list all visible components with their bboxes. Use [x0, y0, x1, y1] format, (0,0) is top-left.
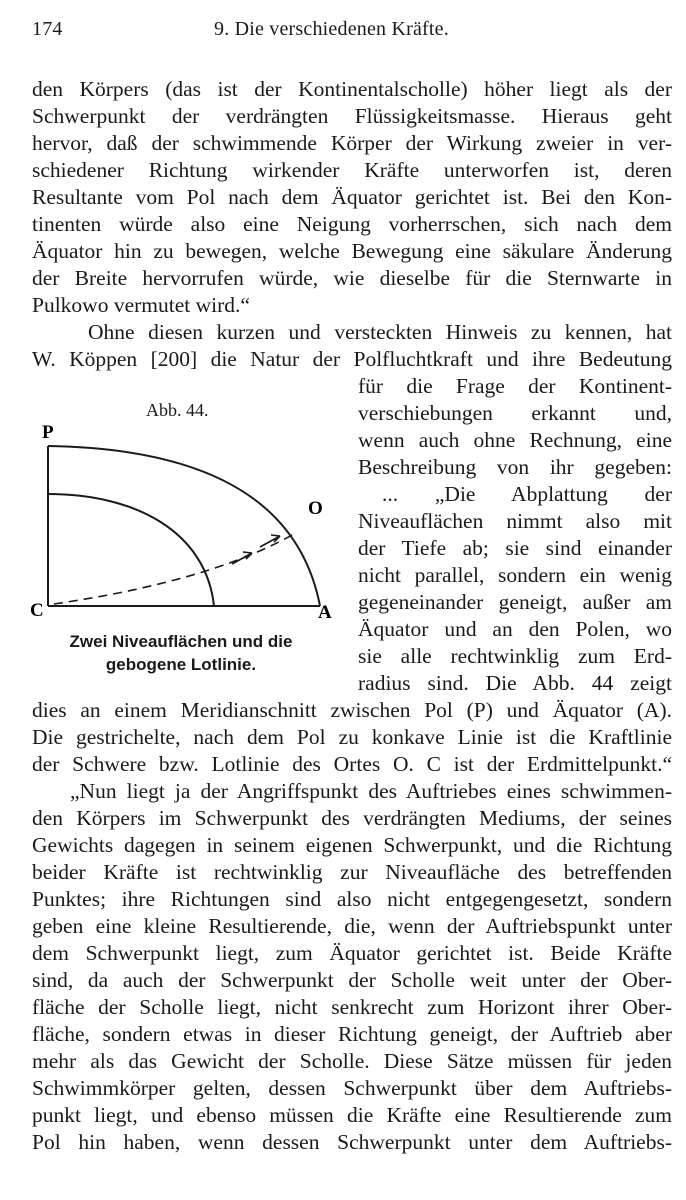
caption-line: gebogene Lotlinie.: [105, 655, 257, 674]
page-number: 174: [32, 18, 63, 40]
text-line: tinenten würde also eine Neigung vorherrschen, sich nach dem: [32, 212, 672, 236]
text-line: Die gestrichelte, nach dem Pol zu konkave Linie ist die Kraftlinie: [32, 725, 672, 749]
figure-caption: [26, 630, 336, 676]
text-line: sind, da auch der Schwerpunkt der Scholle weit unter der Ober-: [32, 968, 672, 992]
text-line: mehr als das Gewicht der Scholle. Diese Sätze müssen für jeden: [32, 1049, 672, 1073]
text-line: verschiebungen erkannt und,: [358, 401, 672, 425]
text-line: Schwerpunkt der verdrängten Flüssigkeitsmasse. Hieraus geht: [32, 104, 672, 128]
text-line: Pulkowo vermutet wird.“: [32, 293, 250, 317]
text-line: fläche der Scholle liegt, nicht senkrecht zum Horizont ihrer Ober-: [32, 995, 672, 1019]
text-line: sie alle rechtwinklig zum Erd-: [358, 644, 672, 668]
text-line: punkt liegt, und ebenso müssen die Kräfte eine Resultierende zum: [32, 1103, 672, 1127]
text-line: „Nun liegt ja der Angriffspunkt des Auftriebes eines schwimmen-: [70, 779, 672, 803]
text-line: der Schwere bzw. Lotlinie des Ortes O. C ist der Erdmittelpunkt.“: [32, 752, 672, 776]
text-line: geben eine kleine Resultierende, die, wenn der Auftriebspunkt unter: [32, 914, 672, 938]
text-line: Resultante vom Pol nach dem Äquator gerichtet ist. Bei den Kon-: [32, 185, 672, 209]
text-line: Ohne diesen kurzen und versteckten Hinweis zu kennen, hat: [88, 320, 672, 344]
text-line: ... „Die Abplattung der: [382, 482, 672, 506]
text-line: W. Köppen [200] die Natur der Polfluchtkraft und ihre Bedeutung: [32, 347, 672, 371]
caption-line: Zwei Niveauflächen und die: [69, 632, 293, 651]
arrow-icon: [260, 535, 280, 547]
chapter-title: 9. Die verschiedenen Kräfte.: [214, 18, 449, 40]
text-line: Punktes; ihre Richtungen sind also nicht entgegengesetzt, sondern: [32, 887, 672, 911]
text-line: dem Schwerpunkt liegt, zum Äquator gerichtet ist. Beide Kräfte: [32, 941, 672, 965]
label-a: A: [318, 602, 332, 623]
figure-title: Abb. 44.: [146, 400, 209, 420]
inner-level-surface: [48, 494, 214, 606]
text-line: radius sind. Die Abb. 44 zeigt: [358, 671, 672, 695]
text-line: Gewichts dagegen in seinem eigenen Schwerpunkt, und die Richtung: [32, 833, 672, 857]
figure-44: [26, 392, 346, 692]
outer-level-surface: [48, 446, 320, 606]
text-line: Äquator hin zu bewegen, welche Bewegung eine säkulare Änderung: [32, 239, 672, 263]
text-line: Äquator und an den Polen, wo: [358, 617, 672, 641]
running-header: [32, 18, 652, 52]
text-line: Pol hin haben, wenn dessen Schwerpunkt unter dem Auftriebs-: [32, 1130, 672, 1154]
text-line: hervor, daß der schwimmende Körper der Wirkung zweier in ver-: [32, 131, 672, 155]
text-line: gegeneinander geneigt, außer am: [358, 590, 672, 614]
text-line: für die Frage der Kontinent-: [358, 374, 672, 398]
niveau-diagram: [26, 422, 346, 652]
text-line: den Körpers im Schwerpunkt des verdrängten Mediums, der seines: [32, 806, 672, 830]
text-line: Beschreibung von ihr gegeben:: [358, 455, 672, 479]
text-line: wenn auch ohne Rechnung, eine: [358, 428, 672, 452]
label-o: O: [308, 498, 323, 519]
label-p: P: [42, 422, 54, 443]
text-line: Schwimmkörper gelten, dessen Schwerpunkt über dem Auftriebs-: [32, 1076, 672, 1100]
text-line: schiedener Richtung wirkender Kräfte unterworfen ist, deren: [32, 158, 672, 182]
text-line: den Körpers (das ist der Kontinentalscholle) höher liegt als der: [32, 77, 672, 101]
text-line: dies an einem Meridianschnitt zwischen Pol (P) und Äquator (A).: [32, 698, 672, 722]
text-line: der Breite hervorrufen würde, wie dieselbe für die Sternwarte in: [32, 266, 672, 290]
plumb-line: [54, 534, 294, 604]
text-line: nicht parallel, sondern ein wenig: [358, 563, 672, 587]
text-line: Niveauflächen nimmt also mit: [358, 509, 672, 533]
arrow-icon: [232, 552, 252, 564]
text-line: fläche, sondern etwas in dieser Richtung geneigt, der Auftrieb aber: [32, 1022, 672, 1046]
text-line: beider Kräfte ist rechtwinklig zur Niveaufläche des betreffenden: [32, 860, 672, 884]
label-c: C: [30, 600, 44, 621]
text-line: der Tiefe ab; sie sind einander: [358, 536, 672, 560]
